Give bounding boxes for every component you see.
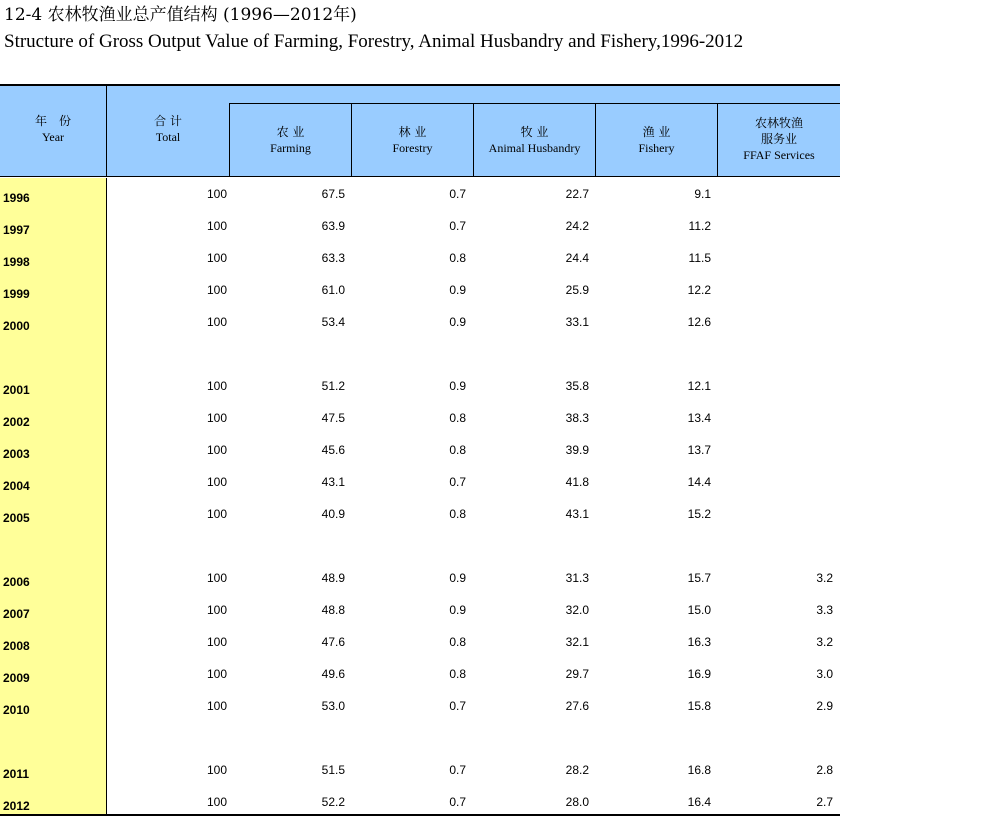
header-total-cn: 合 计: [154, 114, 182, 128]
farming-cell: 51.5: [321, 763, 345, 777]
farming-cell: 51.2: [321, 379, 345, 393]
animal-cell: 35.8: [565, 379, 589, 393]
year-cell: 2009: [3, 671, 30, 685]
farming-cell: 47.5: [321, 411, 345, 425]
header-year-en: Year: [41, 130, 65, 144]
total-cell: 100: [206, 315, 227, 329]
bottom-rule: [0, 814, 840, 816]
farming-cell: 52.2: [321, 795, 345, 809]
header-bottom-rule: [0, 176, 840, 177]
fishery-cell: 13.7: [687, 443, 711, 457]
services-cell: 3.2: [816, 635, 833, 649]
farming-cell: 61.0: [321, 283, 345, 297]
forestry-cell: 0.8: [449, 251, 466, 265]
header-forestry-en: Forestry: [392, 141, 433, 155]
table-row: [0, 218, 840, 238]
animal-cell: 28.0: [565, 795, 589, 809]
year-cell: 1998: [3, 255, 30, 269]
year-cell: 2006: [3, 575, 30, 589]
fishery-cell: 11.2: [688, 219, 711, 233]
total-cell: 100: [206, 475, 227, 489]
total-cell: 100: [206, 635, 227, 649]
table-row: [0, 314, 840, 334]
fishery-cell: 9.1: [694, 187, 711, 201]
year-cell: 2003: [3, 447, 30, 461]
table-row: [0, 442, 840, 462]
forestry-cell: 0.9: [449, 571, 466, 585]
fishery-cell: 11.5: [688, 251, 711, 265]
farming-cell: 43.1: [321, 475, 345, 489]
services-cell: 2.7: [816, 795, 833, 809]
total-cell: 100: [206, 795, 227, 809]
forestry-cell: 0.9: [449, 379, 466, 393]
animal-cell: 24.2: [565, 219, 589, 233]
header-fishery-en: Fishery: [638, 141, 675, 155]
total-cell: 100: [206, 411, 227, 425]
header-services-cn1: 农林牧渔: [754, 116, 803, 130]
animal-cell: 22.7: [565, 187, 589, 201]
total-cell: 100: [206, 219, 227, 233]
year-cell: 2010: [3, 703, 30, 717]
total-cell: 100: [206, 763, 227, 777]
animal-cell: 38.3: [565, 411, 589, 425]
table-row: [0, 794, 840, 814]
total-cell: 100: [206, 251, 227, 265]
table-row: [0, 666, 840, 686]
farming-cell: 53.4: [321, 315, 345, 329]
animal-cell: 31.3: [565, 571, 589, 585]
farming-cell: 45.6: [321, 443, 345, 457]
table-row: [0, 762, 840, 782]
farming-cell: 53.0: [321, 699, 345, 713]
fishery-cell: 16.9: [687, 667, 711, 681]
fishery-cell: 16.8: [687, 763, 711, 777]
data-table: [0, 84, 840, 817]
animal-cell: 27.6: [565, 699, 589, 713]
animal-cell: 32.0: [565, 603, 589, 617]
farming-cell: 47.6: [321, 635, 345, 649]
header-year-cn: 年 份: [34, 114, 71, 128]
animal-cell: 29.7: [565, 667, 589, 681]
header-farming-cn: 农 业: [276, 125, 305, 139]
farming-cell: 63.9: [321, 219, 345, 233]
header-services: [718, 115, 840, 163]
fishery-cell: 15.2: [687, 507, 711, 521]
year-cell: 1999: [3, 287, 30, 301]
header-farming: [230, 124, 351, 156]
animal-cell: 41.8: [565, 475, 589, 489]
farming-cell: 40.9: [321, 507, 345, 521]
table-row: [0, 474, 840, 494]
total-cell: 100: [206, 667, 227, 681]
forestry-cell: 0.9: [449, 603, 466, 617]
total-cell: 100: [206, 443, 227, 457]
animal-cell: 25.9: [565, 283, 589, 297]
header-farming-en: Farming: [270, 141, 311, 155]
farming-cell: 49.6: [321, 667, 345, 681]
fishery-cell: 12.2: [687, 283, 711, 297]
services-cell: 3.3: [816, 603, 833, 617]
fishery-cell: 15.0: [687, 603, 711, 617]
animal-cell: 39.9: [565, 443, 589, 457]
forestry-cell: 0.7: [449, 219, 466, 233]
table-row: [0, 410, 840, 430]
year-cell: 2008: [3, 639, 30, 653]
forestry-cell: 0.8: [449, 635, 466, 649]
farming-cell: 48.8: [321, 603, 345, 617]
table-title-cn: 12-4 农林牧渔业总产值结构 (1996—2012年): [4, 5, 357, 25]
header-animal-en: Animal Husbandry: [488, 141, 581, 155]
forestry-cell: 0.8: [449, 443, 466, 457]
farming-cell: 63.3: [321, 251, 345, 265]
header-total: [107, 113, 229, 145]
table-row: [0, 186, 840, 206]
table-row: [0, 378, 840, 398]
forestry-cell: 0.7: [449, 187, 466, 201]
table-row: [0, 250, 840, 270]
total-cell: 100: [206, 571, 227, 585]
total-cell: 100: [206, 507, 227, 521]
header-sub-rule: [229, 103, 840, 104]
table-row: [0, 506, 840, 526]
header-total-en: Total: [155, 130, 181, 144]
year-cell: 2007: [3, 607, 30, 621]
forestry-cell: 0.8: [449, 411, 466, 425]
year-cell: 1997: [3, 223, 30, 237]
table-row: [0, 282, 840, 302]
table-row: [0, 634, 840, 654]
forestry-cell: 0.9: [449, 315, 466, 329]
farming-cell: 67.5: [321, 187, 345, 201]
animal-cell: 28.2: [565, 763, 589, 777]
farming-cell: 48.9: [321, 571, 345, 585]
services-cell: 2.8: [816, 763, 833, 777]
header-fishery: [596, 124, 717, 156]
total-cell: 100: [206, 699, 227, 713]
header-services-cn2: 服务业: [760, 132, 797, 146]
animal-cell: 24.4: [565, 251, 589, 265]
fishery-cell: 15.7: [687, 571, 711, 585]
forestry-cell: 0.8: [449, 667, 466, 681]
year-cell: 2004: [3, 479, 30, 493]
table-row: [0, 602, 840, 622]
table-title-en: Structure of Gross Output Value of Farming, Forestry, Animal Husbandry and Fishery,1996-2012: [4, 31, 744, 52]
fishery-cell: 15.8: [687, 699, 711, 713]
year-cell: 2011: [3, 767, 30, 781]
services-cell: 3.0: [816, 667, 833, 681]
animal-cell: 33.1: [565, 315, 589, 329]
header-fishery-cn: 渔 业: [642, 125, 671, 139]
fishery-cell: 13.4: [687, 411, 711, 425]
fishery-cell: 16.4: [687, 795, 711, 809]
fishery-cell: 16.3: [687, 635, 711, 649]
total-cell: 100: [206, 379, 227, 393]
services-cell: 2.9: [816, 699, 833, 713]
animal-cell: 43.1: [565, 507, 589, 521]
fishery-cell: 12.6: [687, 315, 711, 329]
fishery-cell: 14.4: [687, 475, 711, 489]
header-services-en: FFAF Services: [743, 148, 815, 162]
total-cell: 100: [206, 603, 227, 617]
year-column: [0, 178, 107, 814]
fishery-cell: 12.1: [687, 379, 711, 393]
year-cell: 2002: [3, 415, 30, 429]
services-cell: 3.2: [816, 571, 833, 585]
header-animal-husbandry: [474, 124, 595, 156]
total-cell: 100: [206, 283, 227, 297]
table-row: [0, 698, 840, 718]
header-animal-cn: 牧 业: [520, 125, 549, 139]
year-cell: 2005: [3, 511, 30, 525]
forestry-cell: 0.7: [449, 763, 466, 777]
forestry-cell: 0.7: [449, 699, 466, 713]
header-year: [0, 113, 106, 145]
forestry-cell: 0.8: [449, 507, 466, 521]
header-forestry: [352, 124, 473, 156]
header-forestry-cn: 林 业: [398, 125, 427, 139]
animal-cell: 32.1: [565, 635, 589, 649]
forestry-cell: 0.7: [449, 475, 466, 489]
table-row: [0, 570, 840, 590]
year-cell: 1996: [3, 191, 30, 205]
total-cell: 100: [206, 187, 227, 201]
year-cell: 2012: [3, 799, 30, 813]
year-cell: 2001: [3, 383, 30, 397]
forestry-cell: 0.7: [449, 795, 466, 809]
year-cell: 2000: [3, 319, 30, 333]
forestry-cell: 0.9: [449, 283, 466, 297]
